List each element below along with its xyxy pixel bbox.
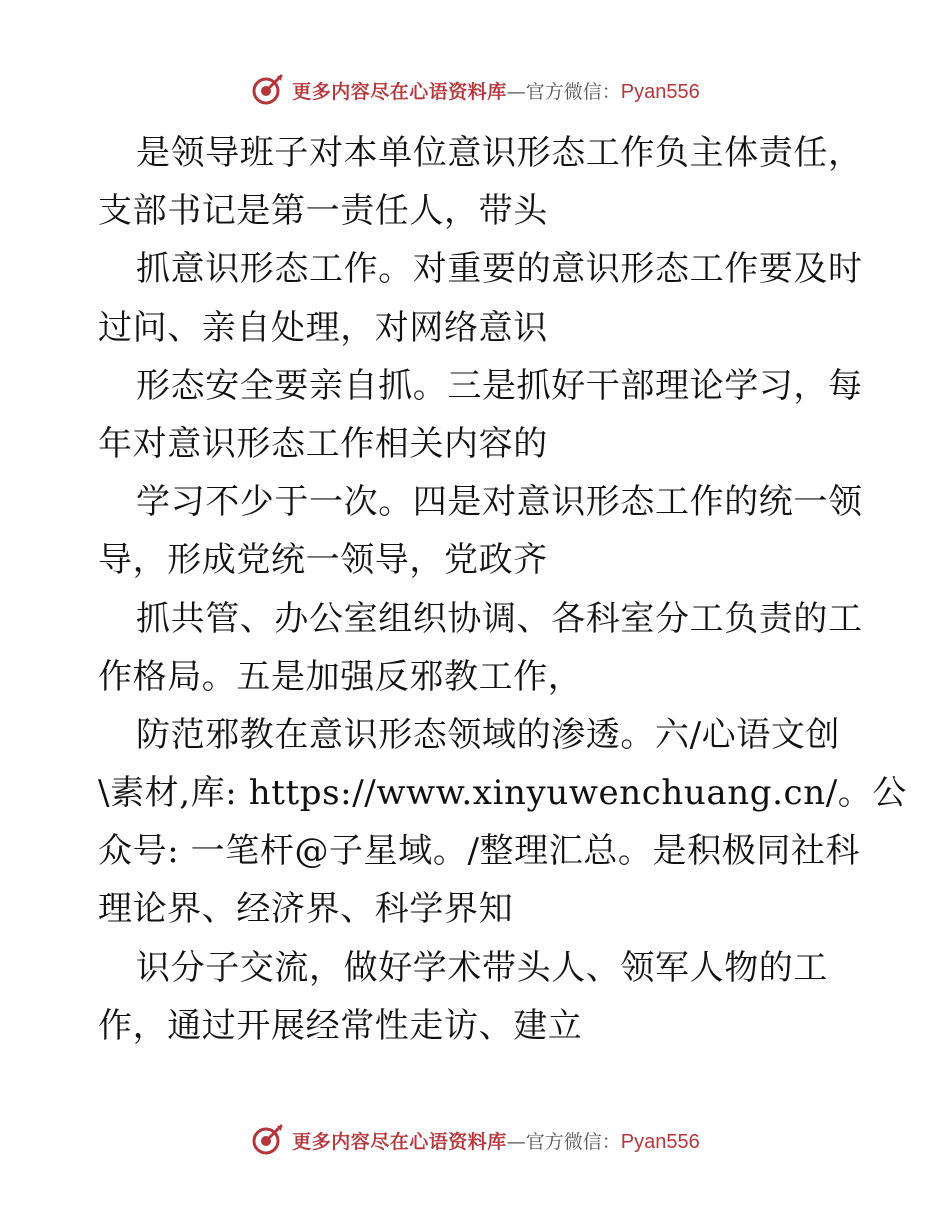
- banner-wechat-label: 官方微信：: [525, 80, 621, 103]
- banner-wechat-id: Pyan556: [620, 80, 700, 103]
- brush-seal-logo-icon: [250, 73, 284, 107]
- text-line: 抓共管、办公室组织协调、各科室分工负责的工: [136, 598, 863, 639]
- text-line: 过问、亲自处理，对网络意识: [98, 307, 548, 348]
- text-line: 众号: 一笔杆@子星域。/整理汇总。是积极同社科: [98, 831, 861, 872]
- footer-banner: [0, 1120, 950, 1160]
- banner-text: [292, 77, 700, 104]
- text-line: 识分子交流，做好学术带头人、领军人物的工: [136, 947, 828, 988]
- banner-wechat-label: 官方微信：: [525, 1130, 621, 1153]
- text-line: 防范邪教在意识形态领域的渗透。六/心语文创: [136, 714, 841, 755]
- banner-main-text: 更多内容尽在心语资料库: [292, 80, 507, 103]
- text-line: 理论界、经济界、科学界知: [98, 889, 514, 930]
- banner-dash: —: [506, 1130, 526, 1153]
- text-line: 形态安全要亲自抓。三是抓好干部理论学习，每: [136, 365, 863, 406]
- banner-text: [292, 1127, 700, 1154]
- header-banner: [0, 70, 950, 110]
- text-line: 导，形成党统一领导，党政齐: [98, 540, 548, 581]
- banner-dash: —: [506, 80, 526, 103]
- text-line: 支部书记是第一责任人，带头: [98, 191, 548, 232]
- text-line: 学习不少于一次。四是对意识形态工作的统一领: [136, 482, 863, 523]
- banner-wechat-id: Pyan556: [620, 1130, 700, 1153]
- brush-seal-logo-icon: [250, 1123, 284, 1157]
- text-line: 作格局。五是加强反邪教工作，: [98, 656, 583, 697]
- text-line: 年对意识形态工作相关内容的: [98, 423, 548, 464]
- text-line: 是领导班子对本单位意识形态工作负主体责任，: [136, 133, 863, 173]
- text-line: \素材,库: https://www.xinyuwenchuang.cn/。公: [98, 773, 907, 814]
- text-line: 抓意识形态工作。对重要的意识形态工作要及时: [136, 249, 863, 290]
- banner-main-text: 更多内容尽在心语资料库: [292, 1130, 507, 1153]
- document-body: [98, 124, 907, 1055]
- text-line: 作，通过开展经常性走访、建立: [98, 1005, 583, 1046]
